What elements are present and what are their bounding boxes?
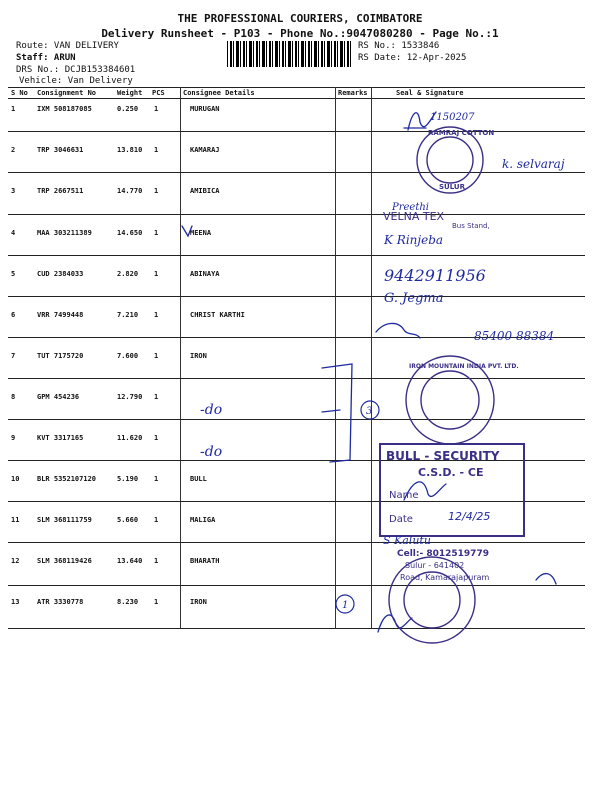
cell-sno: 11 (11, 516, 20, 524)
cell-consignee: IRON (190, 352, 207, 360)
handwritten-signature: k. selvaraj (502, 157, 565, 171)
cell-consignment: ATR 3330778 (37, 598, 84, 606)
cell-sno: 4 (11, 229, 16, 237)
cell-pcs: 1 (154, 393, 159, 401)
runsheet-subtitle: Delivery Runsheet - P103 - Phone No.:9047080280 - Page No.:1 (101, 27, 499, 40)
cell-sno: 1 (11, 105, 16, 113)
cell-pcs: 1 (154, 557, 159, 565)
ramraj-stamp-name: RAMRAJ COTTON (428, 129, 495, 137)
bottom-stamp-cell: Cell:- 8012519779 (397, 549, 489, 559)
bracket-mark (322, 364, 352, 462)
bull-stamp-name-label: Name (389, 490, 419, 501)
bracket-mark (322, 410, 340, 412)
cell-consignment: VRR 7499448 (37, 311, 84, 319)
cell-consignee: IRON (190, 598, 207, 606)
cell-pcs: 1 (154, 352, 159, 360)
cell-weight: 5.660 (117, 516, 139, 524)
cell-sno: 5 (11, 270, 16, 278)
cell-consignment: TRP 3046631 (37, 146, 84, 154)
cell-sno: 6 (11, 311, 16, 319)
rs-date: RS Date: 12-Apr-2025 (358, 53, 467, 63)
cell-consignment: TUT 7175720 (37, 352, 84, 360)
cell-consignee: BHARATH (190, 557, 220, 565)
col-header-consignee: Consignee Details (183, 89, 255, 97)
velna-stamp-line: Bus Stand, (452, 222, 490, 230)
route-text: Route: VAN DELIVERY (16, 41, 119, 51)
tick-mark (182, 226, 192, 236)
handwritten-signature: G. Jegma (384, 291, 444, 306)
circled-number: 1 (342, 600, 349, 611)
col-header-pcs: PCS (152, 89, 165, 97)
cell-weight: 13.640 (117, 557, 143, 565)
bull-stamp-date-label: Date (389, 514, 413, 525)
handwritten-note: Preethi (392, 202, 430, 213)
cell-consignee: KAMARAJ (190, 146, 220, 154)
cell-weight: 12.790 (117, 393, 143, 401)
cell-weight: 0.250 (117, 105, 139, 113)
cell-pcs: 1 (154, 146, 159, 154)
handwritten-phone: 9442911956 (384, 266, 486, 285)
cell-sno: 2 (11, 146, 16, 154)
cell-consignment: MAA 303211389 (37, 229, 92, 237)
ditto-mark: -do (200, 402, 223, 418)
cell-pcs: 1 (154, 105, 159, 113)
handwritten-note: 1150207 (430, 112, 475, 123)
cell-weight: 14.770 (117, 187, 143, 195)
cell-weight: 13.810 (117, 146, 143, 154)
signature-mark (378, 615, 412, 632)
cell-consignee: CHRIST KARTHI (190, 311, 245, 319)
signature-mark (536, 574, 556, 584)
bottom-stamp-line1: Sulur - 641402 (405, 561, 465, 570)
cell-consignment: IXM 508187085 (37, 105, 92, 113)
cell-consignment: GPM 454236 (37, 393, 80, 401)
cell-weight: 7.600 (117, 352, 139, 360)
cell-pcs: 1 (154, 229, 159, 237)
vehicle-text: Vehicle: Van Delivery (19, 76, 133, 86)
ramraj-stamp-place: SULUR (439, 183, 466, 191)
cell-consignment: SLM 368111759 (37, 516, 92, 524)
cell-consignee: MALIGA (190, 516, 216, 524)
col-header-signature: Seal & Signature (396, 89, 464, 97)
bull-stamp-date-value: 12/4/25 (448, 510, 491, 523)
cell-consignment: CUD 2384033 (37, 270, 84, 278)
iron-mountain-stamp-inner (421, 371, 479, 429)
cell-consignment: BLR 5352107120 (37, 475, 97, 483)
cell-weight: 2.820 (117, 270, 139, 278)
col-header-remarks: Remarks (338, 89, 368, 97)
bull-stamp-sub: C.S.D. - CE (418, 466, 484, 479)
cell-weight: 7.210 (117, 311, 139, 319)
cell-sno: 3 (11, 187, 16, 195)
cell-consignment: SLM 368119426 (37, 557, 92, 565)
cell-pcs: 1 (154, 311, 159, 319)
company-title: THE PROFESSIONAL COURIERS, COIMBATORE (177, 12, 423, 25)
iron-mountain-stamp-text: IRON MOUNTAIN INDIA PVT. LTD. (409, 363, 519, 370)
cell-consignment: KVT 3317165 (37, 434, 84, 442)
cell-weight: 11.620 (117, 434, 143, 442)
handwritten-phone: 85400 88384 (474, 329, 555, 343)
cell-sno: 13 (11, 598, 20, 606)
ditto-mark: -do (200, 444, 223, 460)
cell-consignee: MURUGAN (190, 105, 220, 113)
handwritten-signature: S Kalutu (383, 534, 431, 547)
bottom-stamp-line2: Road, Kamarajapuram (400, 573, 490, 582)
handwritten-signature: K Rinjeba (384, 233, 444, 247)
cell-consignee: AMIBICA (190, 187, 220, 195)
cell-consignment: TRP 2667511 (37, 187, 84, 195)
cell-weight: 5.190 (117, 475, 139, 483)
cell-sno: 7 (11, 352, 16, 360)
signature-mark (376, 323, 420, 338)
circled-number: 3 (366, 406, 373, 417)
cell-pcs: 1 (154, 270, 159, 278)
cell-weight: 8.230 (117, 598, 139, 606)
cell-pcs: 1 (154, 187, 159, 195)
drs-number: DRS No.: DCJB153384601 (16, 65, 136, 75)
cell-sno: 9 (11, 434, 16, 442)
bull-stamp-title: BULL - SECURITY (386, 449, 500, 463)
cell-sno: 8 (11, 393, 16, 401)
cell-weight: 14.650 (117, 229, 143, 237)
cell-pcs: 1 (154, 475, 159, 483)
cell-consignee: BULL (190, 475, 207, 483)
ramraj-stamp-inner (427, 137, 473, 183)
cell-pcs: 1 (154, 516, 159, 524)
cell-sno: 10 (11, 475, 20, 483)
staff-text: Staff: ARUN (16, 53, 76, 63)
cell-consignee: ABINAYA (190, 270, 220, 278)
col-header-weight: Weight (117, 89, 143, 97)
velna-stamp-name: VELNA TEX (383, 210, 445, 223)
col-header-consignment: Consignment No (37, 89, 97, 97)
cell-pcs: 1 (154, 598, 159, 606)
rs-number: RS No.: 1533846 (358, 41, 440, 51)
cell-consignee: MEENA (190, 229, 212, 237)
cell-pcs: 1 (154, 434, 159, 442)
cell-sno: 12 (11, 557, 20, 565)
col-header-sno: S No (11, 89, 28, 97)
